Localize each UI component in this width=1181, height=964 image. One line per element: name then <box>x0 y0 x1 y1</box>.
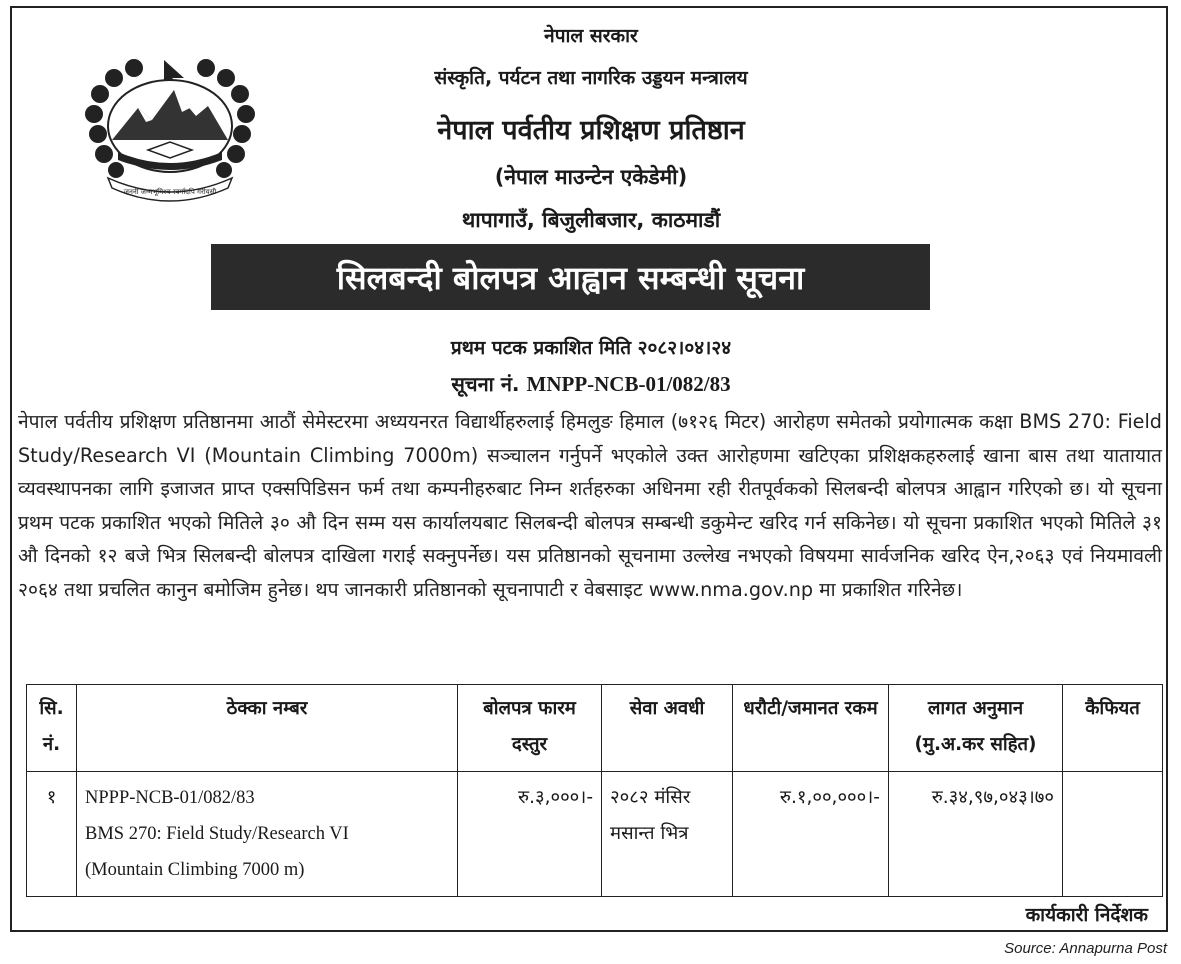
notice-body-text: नेपाल पर्वतीय प्रशिक्षण प्रतिष्ठानमा आठौं सेमेस्टरमा अध्ययनरत विद्यार्थीहरुलाई हिमलुङ हिमाल (७१२६ मिटर) आरोहण समेतको प्रयोगात्मक कक्षा BMS 270: Field Study/Research VI (Mountain Climbing 7000m) सञ्चालन गर्नुपर्ने भएकोले उक्त आरोहणमा खटिएका प्रशिक्षकहरुलाई खाना बास तथा यातायात व्यवस्थापनका लागि इजाजत प्राप्त एक्सपिडिसन फर्म तथा कम्पनीहरुबाट निम्न शर्तहरुका अधिनमा रही रीतपूर्वकको सिलबन्दी बोलपत्र आह्वान गरिएको छ। यो सूचना प्रथम पटक प्रकाशित भएको मितिले ३० औ दिन सम्म यस कार्यालयबाट सिलबन्दी बोलपत्र सम्बन्धी डकुमेन्ट खरिद गर्न सकिनेछ। यो सूचना प्रकाशित भएको मितिले ३१ औ दिनको १२ बजे भित्र सिलबन्दी बोलपत्र दाखिला गराई सक्नुपर्नेछ। यस प्रतिष्ठानको सूचनामा उल्लेख नभएको विषयमा सार्वजनिक खरिद ऐन,२०६३ एवं नियमावली २०६४ तथा प्रचलित कानुन बमोजिम हुनेछ। थप जानकारी प्रतिष्ठानको सूचनापाटी र वेबसाइट www.nma.gov.np मा प्रकाशित गरिनेछ। <box>18 410 1162 601</box>
cell-sn: १ <box>27 772 77 897</box>
notice-title: सिलबन्दी बोलपत्र आह्वान सम्बन्धी सूचना <box>336 258 805 297</box>
tender-table <box>26 684 1163 897</box>
notice-title-banner <box>211 244 930 310</box>
col-header-form-fee: बोलपत्र फारम दस्तुर <box>458 685 602 772</box>
table-row <box>27 772 1163 897</box>
col-header-service-period: सेवा अवधी <box>602 685 733 772</box>
cell-form-fee: रु.३,०००।- <box>458 772 602 897</box>
contract-course: BMS 270: Field Study/Research VI <box>85 824 349 844</box>
government-name: नेपाल सरकार <box>544 25 638 47</box>
first-published-date: प्रथम पटक प्रकाशित मिति २०८२।०४।२४ <box>450 337 732 359</box>
ministry-name: संस्कृति, पर्यटन तथा नागरिक उड्डयन मन्त्रालय <box>434 67 748 89</box>
col-header-contract-no: ठेक्का नम्बर <box>77 685 458 772</box>
cell-remarks <box>1063 772 1163 897</box>
table-header-row <box>27 685 1163 772</box>
emblem-motto: जननी जन्मभूमिश्च स्वर्गादपि गरीयसी <box>123 188 217 196</box>
cell-contract-no <box>77 772 458 897</box>
notice-reference <box>12 370 1170 397</box>
signatory-title: कार्यकारी निर्देशक <box>1025 904 1148 926</box>
institute-name: नेपाल पर्वतीय प्रशिक्षण प्रतिष्ठान <box>437 115 745 146</box>
notice-ref-code: MNPP-NCB-01/082/83 <box>526 372 731 396</box>
cell-deposit: रु.१,००,०००।- <box>733 772 889 897</box>
contract-code: NPPP-NCB-01/082/83 <box>85 788 255 808</box>
cell-service-period: २०८२ मंसिर मसान्त भित्र <box>602 772 733 897</box>
institute-address: थापागाउँ, बिजुलीबजार, काठमाडौं <box>461 208 721 232</box>
notice-ref-label: सूचना नं. <box>451 372 520 396</box>
institute-alias: (नेपाल माउन्टेन एकेडेमी) <box>494 165 688 189</box>
col-header-sn: सि. नं. <box>27 685 77 772</box>
col-header-deposit: धरौटी/जमानत रकम <box>733 685 889 772</box>
notice-body <box>18 405 1162 606</box>
col-header-remarks: कैफियत <box>1063 685 1163 772</box>
contract-activity: (Mountain Climbing 7000 m) <box>85 860 305 880</box>
col-header-cost-estimate: लागत अनुमान (मु.अ.कर सहित) <box>889 685 1063 772</box>
cell-cost-estimate: रु.३४,९७,०४३।७० <box>889 772 1063 897</box>
notice-frame <box>10 6 1168 932</box>
source-credit: Source: Annapurna Post <box>1004 940 1167 957</box>
